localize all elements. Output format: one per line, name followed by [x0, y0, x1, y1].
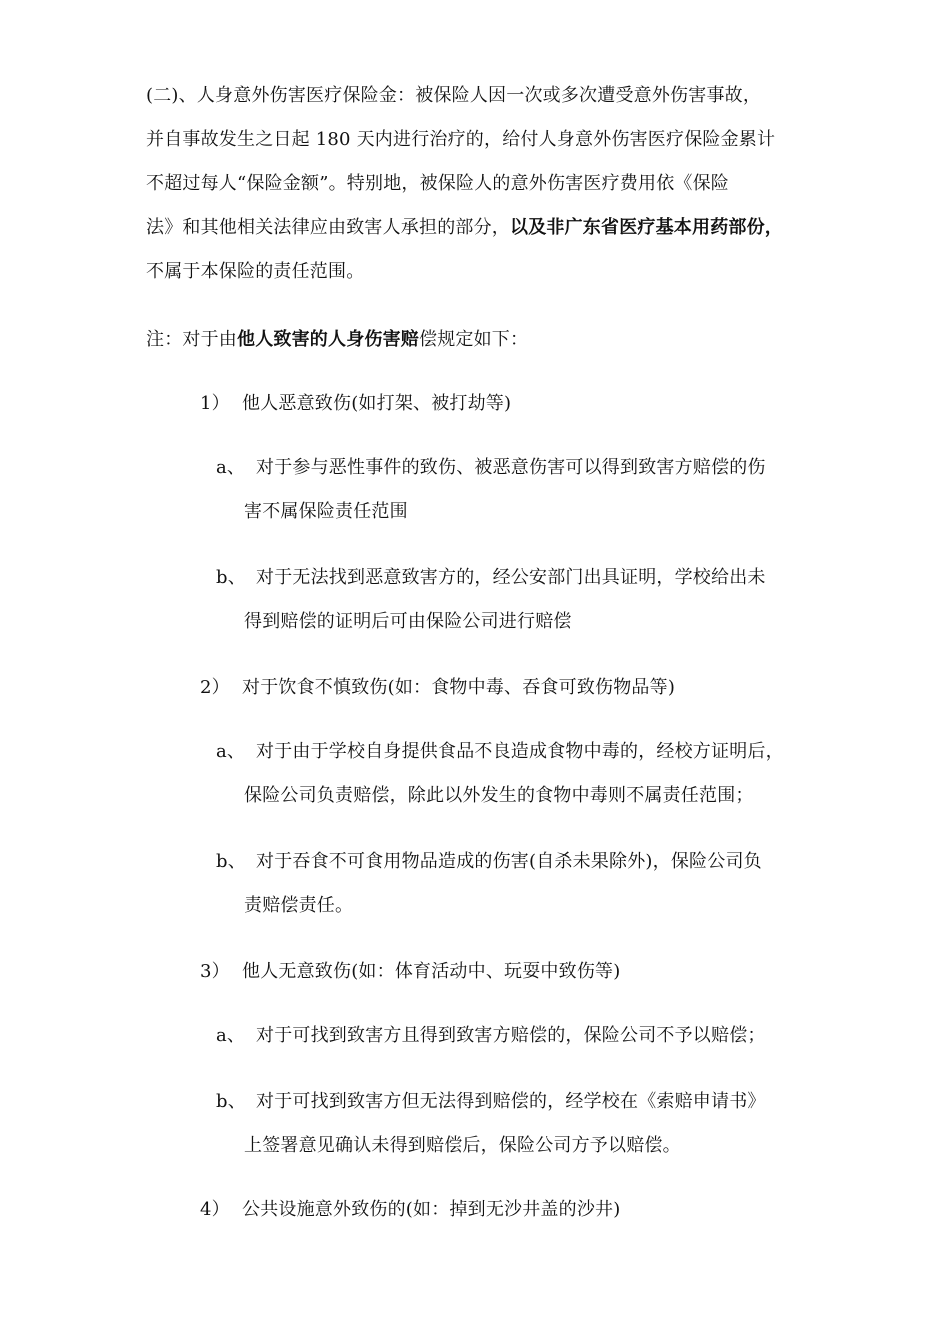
- item-2a-text-1: 对于由于学校自身提供食品不良造成食物中毒的，经校方证明后，: [256, 741, 784, 762]
- item-1b-line-1: [216, 566, 766, 590]
- section-2-line-5: 不属于本保险的责任范围。: [146, 261, 365, 282]
- section-2-line-4-normal: 法》和其他相关法律应由致害人承担的部分，: [146, 217, 510, 238]
- section-2-line-4-bold: 以及非广东省医疗基本用药部份，: [510, 217, 783, 238]
- item-2a-line-1: [216, 740, 784, 764]
- section-2-line-2: 并自事故发生之日起 180 天内进行治疗的，给付人身意外伤害医疗保险金累计: [146, 129, 776, 150]
- item-1b-text-1: 对于无法找到恶意致害方的，经公安部门出具证明，学校给出未: [256, 567, 766, 588]
- item-2-text: 对于饮食不慎致伤(如：食物中毒、吞食可致伤物品等): [242, 677, 676, 698]
- item-3a-line-1: [216, 1024, 766, 1048]
- item-3: [200, 960, 620, 984]
- item-3-text: 他人无意致伤(如：体育活动中、玩耍中致伤等): [242, 961, 621, 982]
- item-3b-line-2: 上签署意见确认未得到赔偿后，保险公司方予以赔偿。: [244, 1135, 681, 1156]
- section-2-line-1: (二)、人身意外伤害医疗保险金：被保险人因一次或多次遭受意外伤害事故，: [146, 85, 762, 106]
- item-2a-marker: a、: [216, 741, 246, 762]
- item-1a-marker: a、: [216, 457, 246, 478]
- item-3a-text-1: 对于可找到致害方且得到致害方赔偿的，保险公司不予以赔偿；: [256, 1025, 766, 1046]
- item-1a-line-1: [216, 456, 766, 480]
- item-1-text: 他人恶意致伤(如打架、被打劫等): [242, 393, 512, 414]
- item-2b-text-1: 对于吞食不可食用物品造成的伤害(自杀未果除外)，保险公司负: [256, 851, 762, 872]
- item-1b-line-2: 得到赔偿的证明后可由保险公司进行赔偿: [244, 611, 572, 632]
- item-2b-line-1: [216, 850, 762, 874]
- item-1-marker: 1）: [200, 393, 230, 414]
- item-4-marker: 4）: [200, 1199, 230, 1220]
- item-1a-line-2: 害不属保险责任范围: [244, 501, 408, 522]
- item-2: [200, 676, 675, 700]
- section-2-line-3: 不超过每人“保险金额”。特别地，被保险人的意外伤害医疗费用依《保险: [146, 173, 730, 194]
- item-1b-marker: b、: [216, 567, 246, 588]
- item-2a-line-2: 保险公司负责赔偿，除此以外发生的食物中毒则不属责任范围；: [244, 785, 754, 806]
- item-2-marker: 2）: [200, 677, 230, 698]
- note-bold: 他人致害的人身伤害赔: [237, 329, 419, 350]
- item-2b-marker: b、: [216, 851, 246, 872]
- item-3b-text-1: 对于可找到致害方但无法得到赔偿的，经学校在《索赔申请书》: [256, 1091, 766, 1112]
- item-3b-line-1: [216, 1090, 766, 1114]
- item-3a-marker: a、: [216, 1025, 246, 1046]
- item-2b-line-2: 责赔偿责任。: [244, 895, 354, 916]
- item-3b-marker: b、: [216, 1091, 246, 1112]
- item-4-text: 公共设施意外致伤的(如：掉到无沙井盖的沙井): [242, 1199, 621, 1220]
- item-3-marker: 3）: [200, 961, 230, 982]
- note-prefix: 注：对于由: [146, 329, 237, 350]
- note-suffix: 偿规定如下：: [419, 329, 529, 350]
- item-4: [200, 1198, 620, 1222]
- section-2-line-4: [146, 216, 783, 240]
- note-line: [146, 328, 528, 352]
- item-1a-text-1: 对于参与恶性事件的致伤、被恶意伤害可以得到致害方赔偿的伤: [256, 457, 766, 478]
- item-1: [200, 392, 511, 416]
